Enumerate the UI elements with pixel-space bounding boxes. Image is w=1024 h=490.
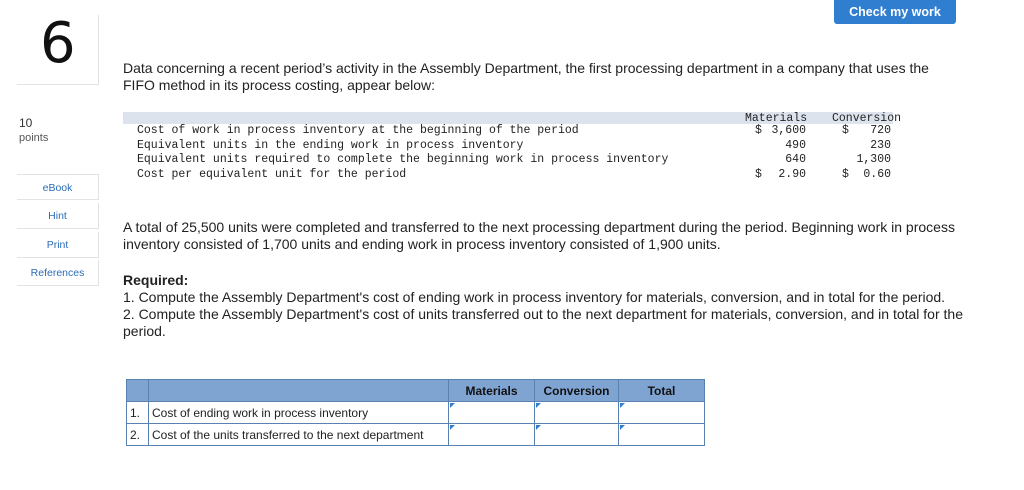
- answer-table-header: [127, 380, 705, 402]
- materials-currency: $: [755, 124, 762, 137]
- header-total: Total: [619, 380, 705, 402]
- required-item-2: 2. Compute the Assembly Department's cost of units transferred out to the next department for materials, conversion, and in total for the period.: [123, 306, 963, 339]
- materials-value: 490: [785, 138, 806, 152]
- ending-wip-conversion-input[interactable]: [535, 403, 618, 423]
- data-table-header: [123, 112, 902, 125]
- data-row-label: Equivalent units in the ending work in process inventory: [137, 138, 524, 152]
- conversion-value: 230: [870, 138, 891, 152]
- data-table: [123, 112, 902, 182]
- problem-details: A total of 25,500 units were completed and transferred to the next processing department during the period. Beginning work in process inventory consisted of 1,700 units and ending work in process inventory consisted of 1,900 units.: [123, 219, 955, 252]
- required-section: [123, 272, 973, 340]
- answer-cell: [619, 424, 705, 446]
- transferred-conversion-input[interactable]: [535, 425, 618, 445]
- ebook-link[interactable]: eBook: [17, 174, 99, 200]
- check-my-work-button[interactable]: Check my work: [834, 0, 956, 24]
- references-link[interactable]: References: [17, 260, 99, 286]
- required-title: Required:: [123, 272, 189, 288]
- answer-row-number: 1.: [127, 402, 149, 424]
- conversion-value: 0.60: [863, 167, 891, 181]
- answer-row: [127, 402, 705, 424]
- materials-value: 3,600: [771, 124, 806, 137]
- header-conversion: Conversion: [535, 380, 619, 402]
- materials-value: 2.90: [778, 167, 806, 181]
- data-header-conversion: Conversion: [832, 112, 902, 125]
- data-row-label: Cost per equivalent unit for the period: [137, 167, 407, 181]
- header-blank: [149, 380, 449, 402]
- data-row: [123, 168, 893, 183]
- ending-wip-materials-input[interactable]: [449, 403, 534, 423]
- answer-cell: [449, 424, 535, 446]
- answer-cell: [449, 402, 535, 424]
- print-link[interactable]: Print: [17, 232, 99, 258]
- problem-intro: Data concerning a recent period’s activity in the Assembly Department, the first processing department in a company that uses the FIFO method in its process costing, appear below:: [123, 60, 929, 93]
- conversion-value: 1,300: [856, 153, 891, 166]
- header-blank: [127, 380, 149, 402]
- answer-row: [127, 424, 705, 446]
- answer-cell: [619, 402, 705, 424]
- points-label: points: [19, 132, 49, 144]
- transferred-materials-input[interactable]: [449, 425, 534, 445]
- conversion-currency: $: [842, 124, 849, 137]
- data-row: [123, 153, 893, 168]
- answer-row-label: Cost of the units transferred to the next department: [149, 424, 449, 446]
- answer-table: [126, 379, 705, 446]
- hint-link[interactable]: Hint: [17, 203, 99, 229]
- materials-value: 640: [785, 153, 806, 166]
- data-row: [123, 124, 893, 139]
- answer-cell: [535, 424, 619, 446]
- answer-row-label: Cost of ending work in process inventory: [149, 402, 449, 424]
- data-header-materials: Materials: [745, 112, 808, 125]
- required-item-1: 1. Compute the Assembly Department's cost of ending work in process inventory for materials, conversion, and in total for the period.: [123, 289, 946, 305]
- points-value: 10: [19, 116, 33, 130]
- data-row: [123, 139, 893, 154]
- data-row-label: Cost of work in process inventory at the beginning of the period: [137, 124, 579, 137]
- transferred-total-input[interactable]: [619, 425, 704, 445]
- answer-cell: [535, 402, 619, 424]
- ending-wip-total-input[interactable]: [619, 403, 704, 423]
- answer-row-number: 2.: [127, 424, 149, 446]
- data-row-label: Equivalent units required to complete the beginning work in process inventory: [137, 153, 669, 166]
- header-materials: Materials: [449, 380, 535, 402]
- conversion-value: 720: [870, 124, 891, 137]
- conversion-currency: $: [842, 167, 849, 181]
- question-number: 6: [40, 11, 76, 76]
- materials-currency: $: [755, 167, 762, 181]
